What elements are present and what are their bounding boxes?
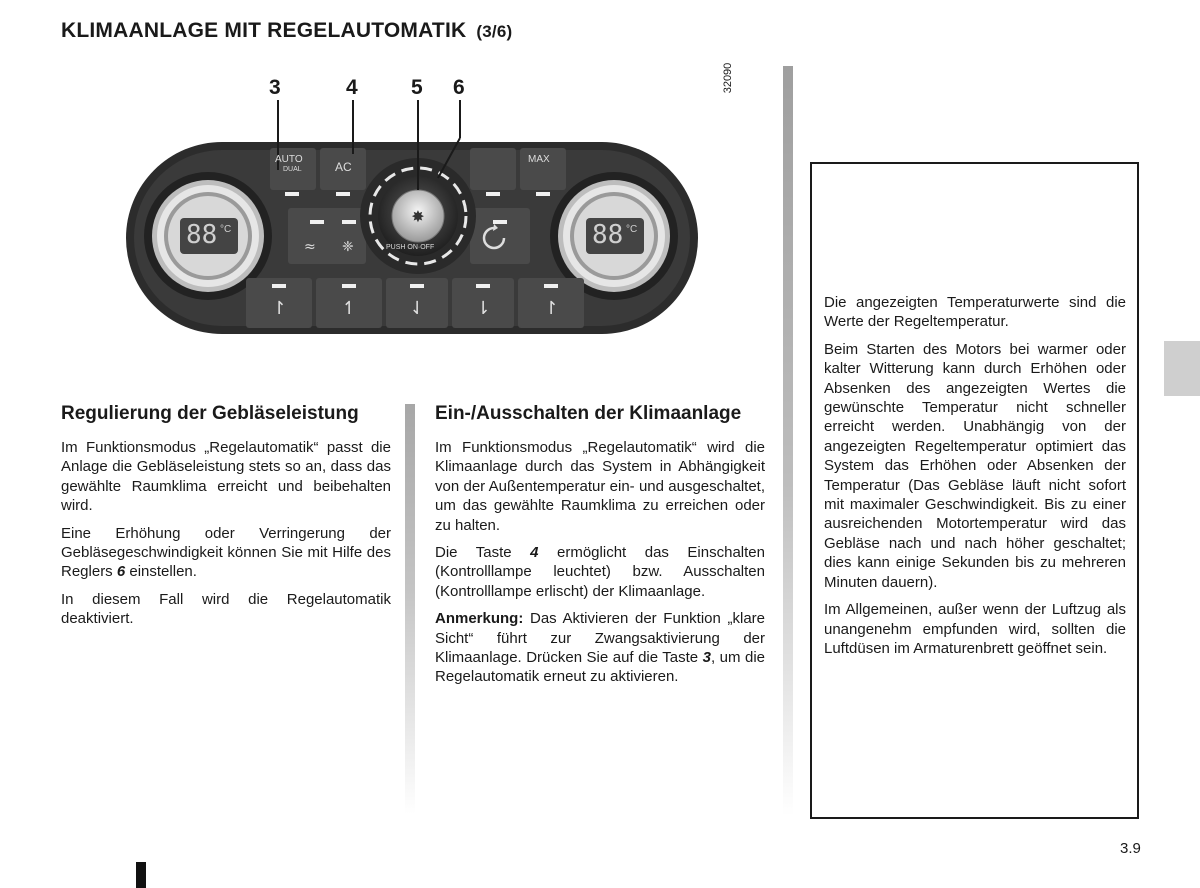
page-number: 3.9 xyxy=(1120,840,1141,857)
rear-defrost-button xyxy=(470,148,516,190)
paragraph: Im Funktionsmodus „Regelautomatik“ wird die Klimaanlage durch das System in Abhängigkeit von der Außentemperatur ein- und ausgeschaltet, um das gewählte Raumklima zu erreichen oder zu halten. xyxy=(435,439,765,534)
reference-number: 6 xyxy=(116,563,126,581)
max-label: MAX xyxy=(528,154,550,165)
callout-5: 5 xyxy=(411,76,423,99)
page-title-text: KLIMAANLAGE MIT REGELAUTOMATIK xyxy=(61,19,467,42)
callout-6: 6 xyxy=(453,76,465,99)
column-divider-right xyxy=(783,66,793,816)
svg-text:❈: ❈ xyxy=(342,239,354,255)
climate-panel-illustration xyxy=(120,66,760,356)
paragraph: Beim Starten des Motors bei warmer oder kalter Witterung kann durch Erhöhen oder Absenken des angezeigten Wertes die gewünschte Temperatur nicht schneller erreicht werden. Unabhängig von der angezeigten Regeltemperatur optimiert das System das Erhöhen oder Absenken der Temperatur (Das Gebläse läuft nicht sofort mit maximaler Geschwindigkeit. Bis zu einer ausreichenden Motortemperatur wird das Gebläse nach und nach höher geschaltet; dies kann einige Sekunden bis zu mehreren Minuten dauern). xyxy=(824,340,1126,591)
crop-mark xyxy=(136,862,146,888)
paragraph: Im Allgemeinen, außer wenn der Luftzug als unangenehm empfunden wird, sollten die Luftdüsen im Armaturenbrett geöffnet sein. xyxy=(824,601,1126,657)
paragraph: Die angezeigten Temperaturwerte sind die Werte der Regeltemperatur. xyxy=(824,294,1126,331)
reference-number: 4 xyxy=(530,544,539,562)
right-temperature-display: 88 xyxy=(592,220,624,250)
svg-text:✸: ✸ xyxy=(411,207,425,226)
section-fan-regulation xyxy=(61,402,391,637)
page-title xyxy=(61,19,512,43)
right-degree-unit: °C xyxy=(626,224,638,235)
auto-label: AUTO xyxy=(275,154,303,165)
svg-text:≈: ≈ xyxy=(304,239,316,255)
left-temperature-display: 88 xyxy=(186,220,218,250)
note-paragraph: Anmerkung: Das Aktivieren der Funktion „klare Sicht“ führt zur Zwangsaktivierung der Klimaanlage. Drücken Sie auf die Taste 3, um die Regelautomatik erneut zu aktivieren. xyxy=(435,610,766,686)
note-label: Anmerkung: xyxy=(435,610,524,628)
fan-speed-buttons xyxy=(288,208,366,264)
paragraph: In diesem Fall wird die Regelautomatik deaktiviert. xyxy=(61,590,391,628)
push-on-off-label: PUSH ON·OFF xyxy=(386,244,435,251)
dual-label: DUAL xyxy=(283,166,302,173)
column-divider-left xyxy=(405,404,415,814)
section-heading: Ein-/Ausschalten der Klimaanlage xyxy=(435,403,742,424)
climate-control-panel-figure xyxy=(120,62,760,356)
callout-3: 3 xyxy=(269,76,281,99)
paragraph: Die Taste 4 ermöglicht das Einschalten (Kontrolllampe leuchtet) bzw. Ausschalten (Kontrolllampe erlischt) der Klimaanlage. xyxy=(435,544,765,600)
section-ac-on-off xyxy=(435,402,765,695)
section-heading: Regulierung der Gebläseleistung xyxy=(61,403,359,424)
paragraph: Eine Erhöhung oder Verringerung der Gebläsegeschwindigkeit können Sie mit Hilfe des Reglers 6 einstellen. xyxy=(61,524,391,581)
svg-text:↾: ↾ xyxy=(271,298,287,319)
reference-number: 3 xyxy=(702,649,711,667)
left-degree-unit: °C xyxy=(220,224,232,235)
svg-text:⇂: ⇂ xyxy=(475,298,491,319)
recirculation-button xyxy=(470,208,530,264)
callout-4: 4 xyxy=(346,76,358,99)
bottom-vent-buttons xyxy=(246,278,584,328)
info-box-text xyxy=(824,293,1126,666)
ac-label: AC xyxy=(335,160,352,174)
svg-text:↿: ↿ xyxy=(341,298,357,319)
svg-text:↾: ↾ xyxy=(543,298,559,319)
paragraph: Im Funktionsmodus „Regelautomatik“ passt die Anlage die Gebläseleistung stets so an, dass das gewählte Raumklima erreicht und beibehalten wird. xyxy=(61,439,391,515)
chapter-tab xyxy=(1164,341,1200,396)
page-title-suffix: (3/6) xyxy=(476,22,513,41)
figure-code: 32090 xyxy=(722,62,734,94)
svg-text:⇃: ⇃ xyxy=(409,298,425,319)
